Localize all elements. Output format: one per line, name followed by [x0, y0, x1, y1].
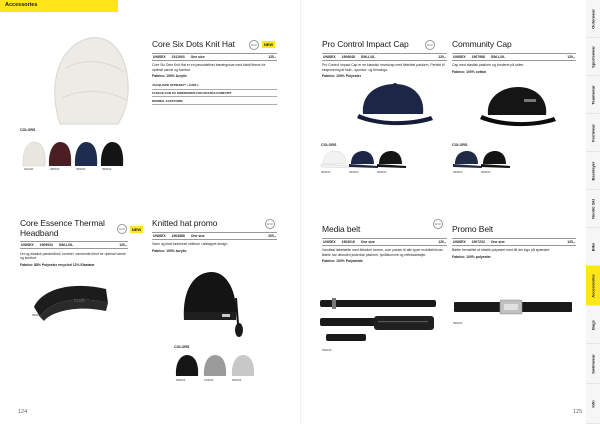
product-description: Bælte fremstillet af elastik polyester med tilt det logo på spændet.	[452, 248, 550, 252]
tab-outerwear[interactable]: Outerwear	[586, 0, 600, 38]
spec-price: 120,-	[567, 54, 575, 59]
spec-article: 1909933	[39, 243, 53, 247]
spec-row	[452, 238, 576, 246]
swatch-beanie-white	[23, 142, 45, 166]
new-badge: NEW	[263, 42, 274, 47]
swatch-code: 396000	[453, 170, 463, 174]
spec-price: 120,-	[119, 243, 127, 247]
tab-sportswear[interactable]: Sportswear	[586, 38, 600, 76]
eco-icon: ECO	[265, 219, 275, 229]
tab-teamwear[interactable]: Teamwear	[586, 76, 600, 114]
spec-sizes: S/M-L/XL	[360, 54, 376, 59]
swatch-code: 396000	[76, 167, 86, 171]
svg-text:craft: craft	[74, 298, 85, 304]
spec-article: 1906648	[341, 54, 355, 59]
swatch-hat-black	[176, 355, 198, 376]
swatch-hat-lightgrey	[232, 355, 254, 376]
swatch-code: 390000	[349, 170, 359, 174]
spec-price: 120,-	[438, 54, 446, 59]
swatch-beanie-black	[101, 142, 123, 166]
colors-label: COLORS	[321, 143, 337, 147]
spec-article: 1903016	[341, 239, 355, 244]
product-image-media-belt	[318, 296, 438, 348]
swatches-community-cap	[452, 150, 512, 172]
swatches-pro-control-cap	[320, 150, 410, 172]
spec-sizes: One size	[190, 233, 205, 238]
spec-row	[152, 53, 277, 61]
spec-gender: UNISEX	[153, 233, 166, 238]
product-fabric: Fabrics: 100% acrylic	[152, 248, 187, 253]
page-number-right: 125	[573, 409, 583, 415]
spec-row	[152, 232, 277, 240]
spec-price: 125,-	[268, 54, 276, 59]
spec-sizes: One size	[190, 54, 205, 59]
product-description: Core Six Dots Knit Hat er en pasundelinet træningshue med blødt fleece for optimal varme og komfort.	[152, 63, 266, 72]
spec-gender: UNISEX	[21, 243, 34, 247]
swatch-code: 970000	[204, 378, 214, 382]
swatch-beanie-navy	[75, 142, 97, 166]
product-fabric: Fabrics: 100% Polyester	[322, 74, 362, 79]
page-gutter	[300, 0, 301, 424]
product-image-navy-cap	[355, 82, 435, 132]
product-fabric: Fabrics: 88% Polyester recycled 12% Elastane	[20, 262, 95, 267]
spec-article: 1904886	[171, 233, 185, 238]
product-image-promo-belt	[452, 298, 574, 320]
product-image-beanie	[38, 28, 138, 128]
tab-info[interactable]: Info	[586, 384, 600, 424]
product-promo-belt	[452, 225, 576, 259]
product-notes	[152, 82, 277, 105]
swatch-code: 900000	[321, 170, 331, 174]
swatches-knitted-hat	[174, 354, 264, 380]
spec-sizes: S/M-L/XL	[490, 54, 506, 59]
spec-row	[20, 241, 128, 249]
tab-bike[interactable]: Bike	[586, 228, 600, 266]
product-description: Pro Control Impact Cap er en klassisk hovedcap med fleksibel pasform. Perfekt til eksponering af klub-, sponsor- og firmalogo.	[322, 63, 445, 72]
tab-accessories[interactable]: Accessories	[586, 266, 600, 306]
spec-price: 125,-	[567, 239, 575, 244]
product-media-belt	[322, 225, 447, 263]
product-title: Promo Belt	[452, 224, 494, 234]
page-number-left: 124	[18, 409, 28, 415]
product-fabric: Fabrics: 100% Polyamide	[322, 259, 363, 264]
product-description: Let og elastisk pandebånd i komfort, varmende trikot for optimal varme og komfort.	[20, 251, 126, 261]
product-description: Vandfast løbebælte med fleksibel lomme, som passer til alle typer mobiltelefoner. Bælte har desuden justerbar pasform, lynlåslomme og refleksdetaljer.	[322, 248, 444, 257]
section-title: Accessories	[5, 2, 38, 8]
product-title: Community Cap	[452, 39, 512, 49]
swatch-cap-black	[481, 151, 510, 168]
spec-gender: UNISEX	[323, 54, 336, 59]
spec-row	[322, 238, 447, 246]
product-knitted-hat-promo	[152, 219, 277, 253]
colors-label: COLORS	[20, 128, 36, 132]
tab-bags[interactable]: Bags	[586, 306, 600, 344]
spec-article: 1911903	[171, 54, 185, 59]
product-community-cap	[452, 40, 576, 74]
product-fabric: Fabrics: 100% polyester	[452, 254, 491, 259]
swatch-code: 999000	[176, 378, 186, 382]
product-title: Knitted hat promo	[152, 218, 218, 228]
product-title: Core Six Dots Knit Hat	[152, 39, 235, 49]
swatch-hat-grey	[204, 355, 226, 376]
eco-icon: ECO	[249, 40, 259, 50]
tab-swimwear[interactable]: Swimwear	[586, 344, 600, 384]
note-item: JACQUARD STRIKKET* + KNIT L	[152, 82, 277, 90]
colors-label: COLORS	[452, 143, 468, 147]
swatch-cap-white	[321, 151, 350, 168]
swatch-code: 950000	[232, 378, 242, 382]
product-fabric: Fabrics: 100% cotton	[452, 69, 487, 74]
spec-sizes: One size	[490, 239, 505, 244]
spec-price: 120,-	[438, 239, 446, 244]
product-title: Core Essence Thermal Headband	[20, 218, 105, 238]
new-badge: NEW	[131, 227, 142, 232]
spec-article: 1907988	[471, 54, 485, 59]
section-header-bar	[0, 0, 118, 12]
spec-gender: UNISEX	[323, 239, 336, 244]
swatch-code: 999000	[481, 170, 491, 174]
swatch-code: 485000	[50, 167, 60, 171]
spec-sizes: S/M-L/XL	[58, 243, 74, 247]
product-fabric: Fabrics: 100% Acrylic	[152, 74, 187, 79]
spec-gender: UNISEX	[453, 54, 466, 59]
colors-label: COLORS	[174, 345, 190, 349]
swatch-code: 999000	[32, 313, 42, 317]
spec-gender: UNISEX	[153, 54, 166, 59]
eco-icon: ECO	[433, 219, 443, 229]
tab-nordic-ski[interactable]: Nordic Ski	[586, 190, 600, 228]
swatch-beanie-burgundy	[49, 142, 71, 166]
spec-price: 200,-	[268, 233, 276, 238]
product-core-essence-headband	[20, 219, 128, 267]
product-image-knitted-hat	[178, 268, 248, 340]
product-description: Cap med elastisk pasform og broderet på siden.	[452, 63, 525, 67]
category-tabs	[586, 0, 600, 424]
tab-baselayer[interactable]: Baselayer	[586, 152, 600, 190]
product-image-black-cap	[478, 85, 558, 133]
product-title: Media belt	[322, 224, 361, 234]
swatch-cap-black	[377, 151, 406, 168]
spec-row	[322, 53, 447, 61]
swatch-cap-navy	[349, 151, 378, 168]
product-description: Varm og klad funktionel strikhue i afslappet design.	[152, 242, 229, 246]
eco-icon: ECO	[425, 40, 435, 50]
swatch-code: 999000	[322, 348, 332, 352]
spec-sizes: One size	[360, 239, 375, 244]
swatch-cap-navy	[453, 151, 482, 168]
product-image-headband	[32, 283, 112, 321]
tab-footwear[interactable]: Footwear	[586, 114, 600, 152]
spec-gender: UNISEX	[453, 239, 466, 244]
swatch-code: 911000	[24, 167, 34, 171]
spec-article: 1907232	[471, 239, 485, 244]
spec-row	[452, 53, 576, 61]
product-core-six-dots	[152, 40, 277, 105]
product-title: Pro Control Impact Cap	[322, 39, 409, 49]
swatch-code: 999000	[377, 170, 387, 174]
swatch-code: 999000	[453, 321, 463, 325]
note-item: NORMAL FASTFORM	[152, 97, 277, 105]
eco-icon: ECO	[117, 224, 127, 234]
swatch-code: 999000	[102, 167, 112, 171]
note-item: FLEECE FOR PÅ INDERSIDEN FOR EKSTRA KOMFORT	[152, 90, 277, 98]
